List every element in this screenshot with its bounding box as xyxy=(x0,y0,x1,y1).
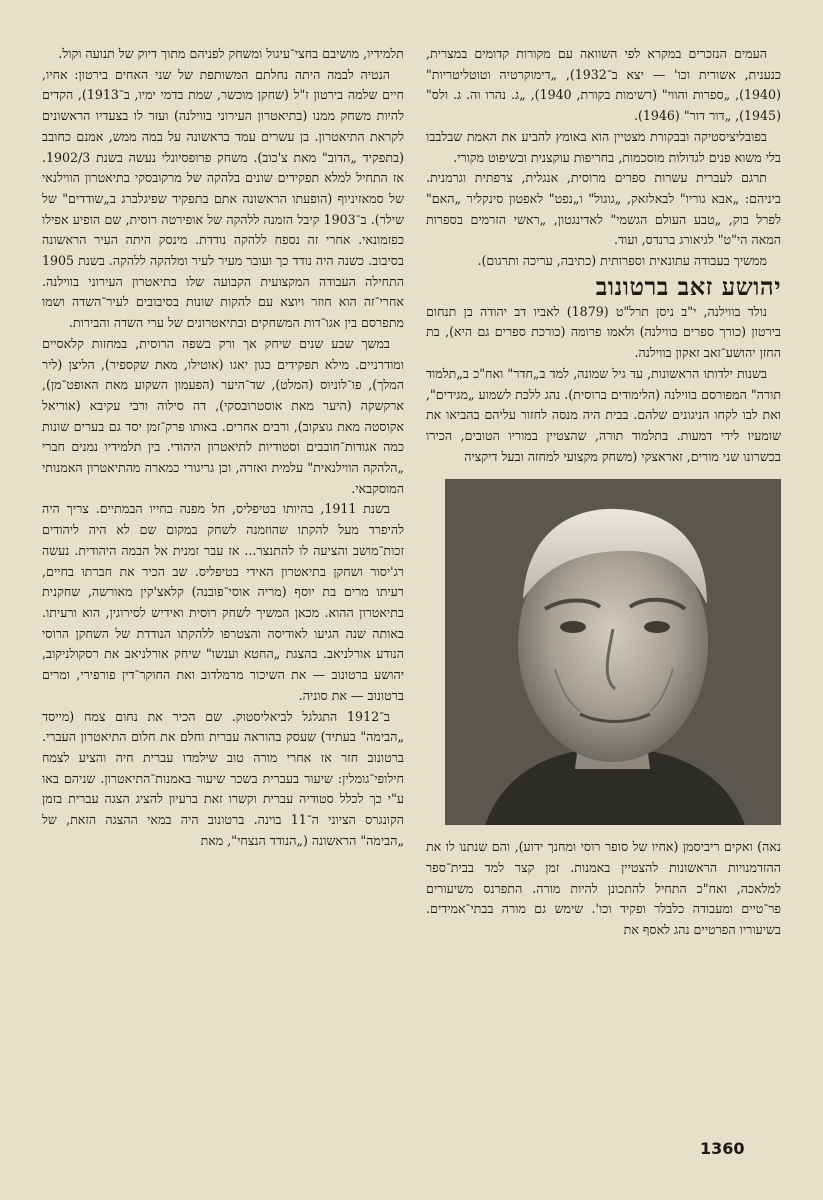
paragraph: בפובליציסטיקה ובבקורת מצטיין הוא באומץ להביע את האמת שבלבבו בלי משוא פנים לגדולות מוסכמות, בחריפות עוקצנית ובשיפוט מקורי. xyxy=(426,128,781,165)
portrait-photo-image xyxy=(445,479,781,825)
portrait-photo xyxy=(445,479,781,825)
paragraph: הנטיה לבמה היתה נחלתם המשותפת של שני האחים בירטון: אחיו, חיים שלמה בירטון ז"ל (שחקן מוכשר, שמת בדמי ימיו, ב־1913), הקדים להיות משחק ממנו (בתיאטרון העירוני בווילנה) ועזר לו בצעדיו הראשונים לקראת התיאטרון. בן עשרים עמד בראשונה על במה ממש, אמנם כחובב (בתפקיד „הדוב" מאת צ'כוב). משחק פרופסיונלי נעשה בשנת 1902/3. אז התחיל למלא תפקידים שונים בלהקה של מרקובסקי בתיאטרון הווילנאי של סמאזיניוף (הופעתו הראשונה אתם בתפקיד שפיגלברג ב„שודדים" של שילר). ב־1903 קיבל הזמנה ללהקה של אופירטה רוסית, שם הופיע אפילו כפזמונאי. אחרי זה נספח ללהקה נודדת. מינסק היתה העיר הראשונה בסיבוב. כשנה היה נודד כך ועובר מעיר לעיר ומלהקה ללהקה. בשנת 1905 התחילה העבודה המקצועית הקבועה שלו בתיאטרון העירוני בווילנה. אחרי־זה הוא חוזר ויוצא עם להקות שונות בסיבובים לעיר־השדה ושמו מתפרסם בין אגו־דות המשחקים ובתיאטרונים של ערי השדה והבירות. xyxy=(42,66,405,331)
section-heading: יהושע זאב ברטונוב xyxy=(595,271,781,301)
paragraph: בשנת 1911, בהיותו בטיפליס, חל מפנה בחייו הבמתיים. צריך היה להיפרד מעל להקתו שהוזמנה לשחק במקום שם לא היה ליהודים זכות־מושב והציעה לו להתנצר... אז עבר זמנית אל הבמה היהודית. נעשה רג'יסור ושחקן בתיאטרון האידי בטיפליס. שב הכיר את חברתו בחיים, רעיתו מרים בת יוסף (מריה אוסי־פובנה) קלאצ'קין מאורשה, שחקנית בתיאטרון ההוא. מכאן המשיך לשחק רוסית ואידיש לסירוגין, הוא ורעיתו. באותה שנה הגיעו לאודיסה והצטרפו ללהקתו הנודדת של השחקן הרוסי הנודע אורלניאב. בהצגת „החטא וענשו" שיחק אורלניאב את רסקולניקוב, יהושע ברטונוב — את השיכור מרמלדוב ואת החוקר־דין פורפירי, ומרים ברטונוב — את סוניה. xyxy=(42,501,404,703)
page-number: 1360 xyxy=(700,1139,745,1158)
paragraph: תרגם לעברית עשרות ספרים מרוסית, אנגלית, צרפתית וגרמנית. ביניהם: „אבא גוריו" לבאלזאק, „גוגול" ו„נפט" לאפטון סינקליר „האם" לפרל בוק, „טבע העולם הגשמי" לאדינגטון, „ראשי הזרמים בספרות המאה הי"ט" לגיאורג ברנדס, ועוד. xyxy=(426,170,781,248)
paragraph: בשנות ילדותו הראשונות, עד גיל שמונה, למד ב„חדר" ואח"כ ב„תלמוד תורה" המפורסם בווילנה (הלימודים ברוסית). נהג ללכת לשמוע „מגידים", ואת לבו לקחו הניגונים שלהם. בבית היה מנסה לחזור עליהם בהביאו את שומעיו לידי דמעות. בתלמוד תורה, שהצטיין במוריו הטובים, הכירו בכשרונו שני מורים, זאראצקי (משחק מקצועי למחזה ובעל דיקציה xyxy=(426,365,781,464)
paragraph: ממשיך בעבודה עתונאית וספרותית (כתיבה, עריכה ותרגום). xyxy=(477,253,767,269)
paragraph: ב־1912 התגלגל לביאליסטוק. שם הכיר את נחום צמח (מייסד „הבימה" בעתיד) שעסק בהוראה עברית וחלם את חלום התיאטרון העברי. ברטונוב חזר אז אחרי מורה טוב שילמדו עברית חיה והציע לצמח חילופי־גומלין: שיעור בעברית בשכר שיעור באמנות־התיאטרון. שניהם באו ע"י כך לכלל סטודיה עברית וקשרו זאת ברעיון להציג הצגה עברית בזמן הקונגרס הציוני ה־11 בוינה. ברטונוב היה במאי ההצגה הזאת, של „הבימה" הראשונה („הנודד הנצחי", מאת xyxy=(42,708,404,848)
paragraph: העמים הנזכרים במקרא לפי השוואה עם מקורות קדומים במצרית, כנענית, אשורית וכו' — יצא ב־1932), „דימוקרטיה וטוטליטריות" (1940), „ספרות והווי" (רשימות בקורת, 1940), „ג. נהרו וה. ג. ולס" (1945), „דור דור" (1946). xyxy=(426,46,781,124)
left-column xyxy=(42,44,404,851)
paragraph: נולד בווילנה, י"ב ניסן תרל"ט (1879) לאביו דב יהודה בן תנחום בירטון (כורך ספרים בווילנה) ולאמו פרומה (כורכת ספרים גם היא), בת החזן יהושע־זאב זאקון בווילנה. xyxy=(426,303,781,361)
paragraph: תלמידיו, מושיבם בחצי־עיגול ומשחק לפניהם מתוך דיוק של תנועה וקול. xyxy=(58,46,404,61)
right-column xyxy=(426,44,781,941)
photo-caption-continuation: נאה) ואקים ריביסמן (אחיו של סופר רוסי ומחנך ידוע), והם שנתנו לו את ההזדמנויות הראשונות להצטיין באמנות. זמן קצר למד בבית־ספר למלאכה, ואח"כ התחיל להתכונן להיות מורה. התפרנס משיעורים פר־טיים ומעבודה כלבלר ופקיד וכו'. שימש גם מורה בבתי־אמידים. בשיעוריו הפרטיים נהג לאסף את xyxy=(426,839,781,938)
paragraph: במשך שבע שנים שיחק אך ורק בשפה הרוסית, במחזות קלאסיים ומודרניים. מילא תפקידים כגון יאגו (אוטילו, מאת שקספיר), הליצן (ליר המלך), פו־לוניוס (המלט), שד־היער (הפעמון השקוע מאת האופט־מן), ארקשקה (היער מאת אוסטרובסקי), דה סילוה ורבי עקיבא (אוריאל אקוסטה מאת גוצקוב), ורבים אחרים. באותו פרק־זמן יסד גם בערים שונות כמה אגודות־חובבים וסטודיות לתיאטרון היהודי. בין תלמידיו נמנים חברי „הלהקה הווילנאית" עלמית ואזרה, וכן גריגורי כמארה מהתיאטרון האמנותי המוסקבאי. xyxy=(42,335,404,496)
